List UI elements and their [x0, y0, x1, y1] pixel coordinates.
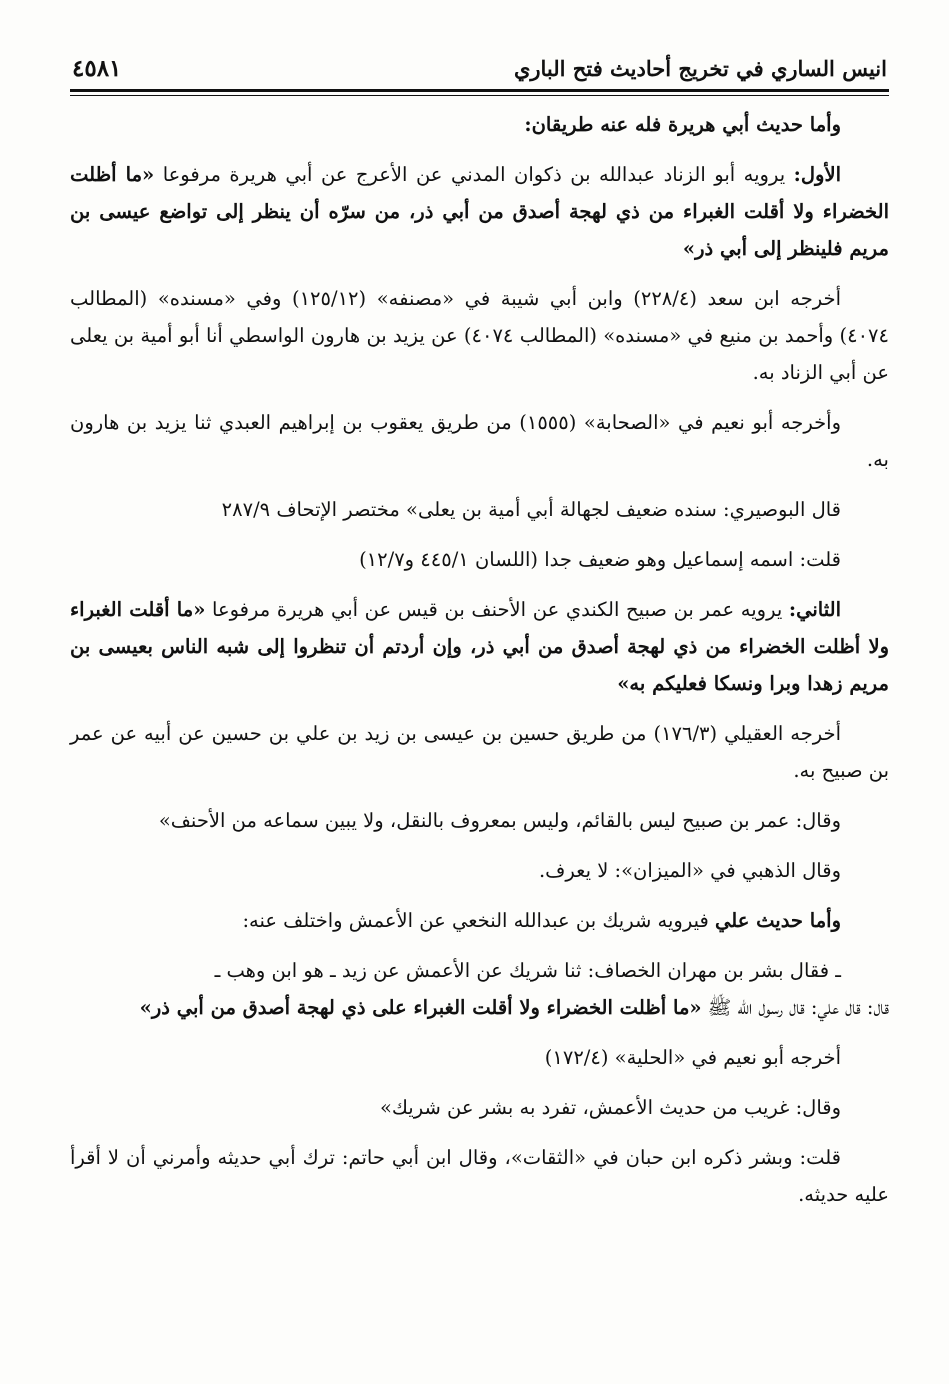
label-second: الثاني:: [788, 598, 841, 621]
header-rule-thick: [70, 89, 889, 92]
paragraph-gharib: وقال: غريب من حديث الأعمش، تفرد به بشر عن شريك»: [379, 1096, 841, 1119]
paragraph-qultu-bishr: قلت: وبشر ذكره ابن حبان في «الثقات»، وقال ابن أبي حاتم: ترك أبي حديثه وأمرني أن لا أقرأ عليه حديثه.: [70, 1146, 889, 1206]
hadith-quote-ali: «ما أظلت الخضراء ولا أقلت الغبراء على ذي لهجة أصدق من أبي ذر»: [139, 996, 702, 1019]
paragraph-abu-hurayra-intro: وأما حديث أبي هريرة فله عنه طريقان:: [524, 113, 841, 136]
label-first: الأول:: [793, 163, 841, 186]
text-first-route: يرويه أبو الزناد عبدالله بن ذكوان المدني عن الأعرج عن أبي هريرة مرفوعا: [154, 163, 794, 186]
text-ali-said: قال: قال علي: قال رسول الله ﷺ: [701, 996, 889, 1019]
bishr-route-body: [70, 989, 889, 1026]
hadith-quote-first: «ما أظلت الخضراء ولا أقلت الغبراء من ذي لهجة أصدق من أبي ذر، من سرّه أن ينظر إلى تواضع عيسى بن مريم فلينظر إلى أبي ذر»: [70, 163, 889, 260]
paragraph-first-route: [70, 156, 889, 267]
text-ali-intro: فيرويه شريك بن عبدالله النخعي عن الأعمش واختلف عنه:: [242, 909, 715, 932]
paragraph-busiri: قال البوصيري: سنده ضعيف لجهالة أبي أمية بن يعلى» مختصر الإتحاف ٢٨٧/٩: [221, 498, 841, 521]
running-title: انيس الساري في تخريج أحاديث فتح الباري: [513, 55, 887, 81]
paragraph-takhrij-hilya: أخرجه أبو نعيم في «الحلية» (١٧٢/٤): [544, 1046, 841, 1069]
label-ali: وأما حديث علي: [714, 909, 841, 932]
paragraph-qultu-ismail: قلت: اسمه إسماعيل وهو ضعيف جدا (اللسان ٤٤٥/١ و١٢/٧): [359, 548, 841, 571]
paragraph-ali-intro: [70, 902, 889, 939]
page-body: [70, 106, 889, 1226]
paragraph-second-route: [70, 591, 889, 702]
bishr-route-first-line: ـ فقال بشر بن مهران الخصاف: ثنا شريك عن الأعمش عن زيد ـ هو ابن وهب ـ: [214, 959, 841, 982]
page-header: [72, 48, 887, 88]
paragraph-uqayli-comment: وقال: عمر بن صبيح ليس بالقائم، وليس بمعروف بالنقل، ولا يبين سماعه من الأحنف»: [158, 809, 841, 832]
page-number: ٤٥٨١: [72, 54, 122, 82]
text-second-route: يرويه عمر بن صبيح الكندي عن الأحنف بن قيس عن أبي هريرة مرفوعا: [205, 598, 789, 621]
header-rule-thin: [70, 95, 889, 96]
paragraph-takhrij-abu-nuaym: وأخرجه أبو نعيم في «الصحابة» (١٥٥٥) من طريق يعقوب بن إبراهيم العبدي ثنا يزيد بن هارون به.: [70, 411, 889, 471]
paragraph-bishr-route: [70, 952, 889, 1026]
paragraph-takhrij-ibn-saad: أخرجه ابن سعد (٢٢٨/٤) وابن أبي شيبة في «مصنفه» (١٢٥/١٢) وفي «مسنده» (المطالب ٤٠٧٤) وأحمد بن منيع في «مسنده» (المطالب ٤٠٧٤) عن يزيد بن هارون الواسطي أنا أبو أمية بن يعلى عن أبي الزناد به.: [70, 287, 890, 384]
paragraph-dhahabi: وقال الذهبي في «الميزان»: لا يعرف.: [538, 859, 841, 882]
paragraph-takhrij-uqayli: أخرجه العقيلي (١٧٦/٣) من طريق حسين بن عيسى بن زيد بن علي بن حسين عن أبيه عن عمر بن صبيح به.: [70, 722, 889, 782]
hadith-quote-second: «ما أقلت الغبراء ولا أظلت الخضراء من ذي لهجة أصدق من أبي ذر، وإن أردتم أن تنظروا إلى شبه الناس بعيسى بن مريم زهدا وبرا ونسكا فعليكم به»: [70, 598, 889, 695]
